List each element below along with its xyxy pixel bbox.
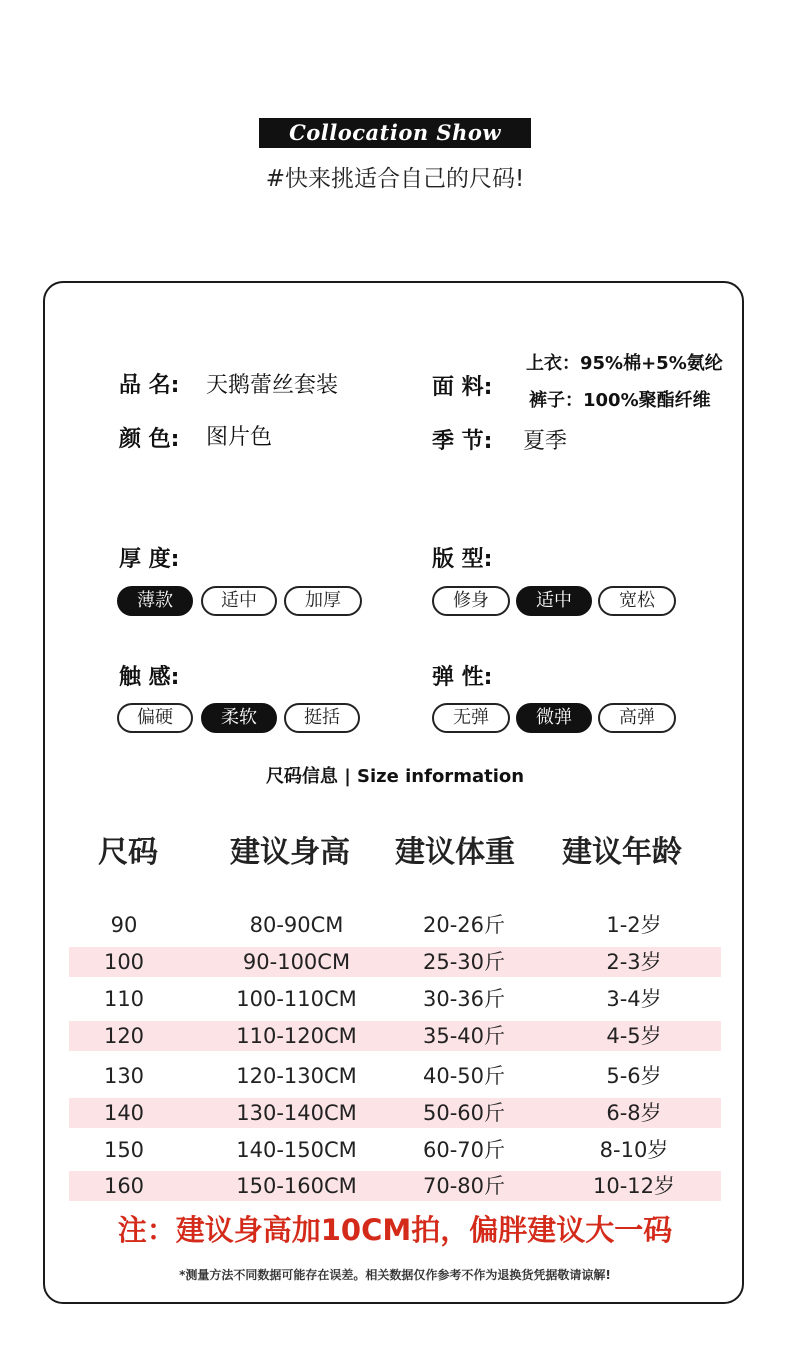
fit-option-loose: 宽松 [598, 586, 676, 616]
table-row [69, 984, 721, 1014]
weight-cell: 60-70斤 [422, 1138, 506, 1162]
color-label: 颜 色: [119, 427, 180, 452]
age-cell: 2-3岁 [606, 950, 662, 974]
table-row [69, 947, 721, 977]
height-cell: 150-160CM [236, 1174, 357, 1198]
weight-cell: 40-50斤 [422, 1064, 506, 1088]
age-cell: 4-5岁 [606, 1024, 662, 1048]
age-cell: 6-8岁 [606, 1101, 662, 1125]
touch-label: 触 感: [119, 665, 180, 690]
touch-option-crisp: 挺括 [284, 703, 360, 733]
weight-cell: 25-30斤 [422, 950, 506, 974]
collocation-show-banner: Collocation Show [259, 118, 531, 148]
page-subtitle: #快来挑适合自己的尺码! [265, 166, 525, 192]
height-cell: 80-90CM [249, 913, 344, 937]
size-cell: 140 [103, 1101, 145, 1125]
weight-cell: 20-26斤 [422, 913, 506, 937]
height-cell: 120-130CM [236, 1064, 357, 1088]
elasticity-option-high: 高弹 [598, 703, 676, 733]
thickness-option-thin: 薄款 [117, 586, 193, 616]
size-cell: 90 [110, 913, 138, 937]
table-row [69, 1135, 721, 1165]
name-label: 品 名: [119, 373, 180, 398]
height-cell: 130-140CM [236, 1101, 357, 1125]
weight-cell: 50-60斤 [422, 1101, 506, 1125]
season-value: 夏季 [523, 429, 568, 454]
table-row [69, 1021, 721, 1051]
table-row [69, 1061, 721, 1091]
header-weight: 建议体重 [395, 835, 515, 870]
age-cell: 8-10岁 [599, 1138, 669, 1162]
elasticity-option-none: 无弹 [432, 703, 510, 733]
age-cell: 1-2岁 [606, 913, 662, 937]
header-size: 尺码 [98, 835, 158, 870]
age-cell: 3-4岁 [606, 987, 662, 1011]
weight-cell: 35-40斤 [422, 1024, 506, 1048]
age-cell: 5-6岁 [606, 1064, 662, 1088]
color-value: 图片色 [206, 425, 273, 450]
header-height: 建议身高 [230, 835, 350, 870]
touch-option-soft: 柔软 [201, 703, 277, 733]
size-cell: 150 [103, 1138, 145, 1162]
age-cell: 10-12岁 [592, 1174, 676, 1198]
table-row [69, 1098, 721, 1128]
elasticity-option-slight: 微弹 [516, 703, 592, 733]
table-row [69, 1171, 721, 1201]
height-cell: 90-100CM [242, 950, 351, 974]
height-cell: 110-120CM [236, 1024, 357, 1048]
size-cell: 160 [103, 1174, 145, 1198]
size-advice-note: 注：建议身高加10CM拍，偏胖建议大一码 [117, 1213, 673, 1247]
thickness-label: 厚 度: [119, 547, 180, 572]
fit-label: 版 型: [432, 547, 493, 572]
weight-cell: 70-80斤 [422, 1174, 506, 1198]
name-value: 天鹅蕾丝套装 [206, 373, 339, 398]
fabric-label: 面 料: [432, 375, 493, 400]
height-cell: 100-110CM [236, 987, 357, 1011]
size-info-title: 尺码信息 | Size information [265, 766, 525, 787]
size-cell: 100 [103, 950, 145, 974]
height-cell: 140-150CM [236, 1138, 357, 1162]
fit-option-slim: 修身 [432, 586, 510, 616]
weight-cell: 30-36斤 [422, 987, 506, 1011]
fabric-bottom: 裤子：100%聚酯纤维 [529, 390, 711, 411]
thickness-option-thick: 加厚 [284, 586, 362, 616]
touch-option-stiff: 偏硬 [117, 703, 193, 733]
header-age: 建议年龄 [562, 835, 682, 870]
thickness-option-medium: 适中 [201, 586, 277, 616]
size-cell: 120 [103, 1024, 145, 1048]
size-cell: 110 [103, 987, 145, 1011]
fabric-top: 上衣：95%棉+5%氨纶 [526, 353, 723, 374]
size-cell: 130 [103, 1064, 145, 1088]
table-row [69, 910, 721, 940]
elasticity-label: 弹 性: [432, 665, 493, 690]
measurement-disclaimer: *测量方法不同数据可能存在误差。相关数据仅作参考不作为退换货凭据敬请谅解! [179, 1268, 611, 1282]
fit-option-regular: 适中 [516, 586, 592, 616]
season-label: 季 节: [432, 429, 493, 454]
